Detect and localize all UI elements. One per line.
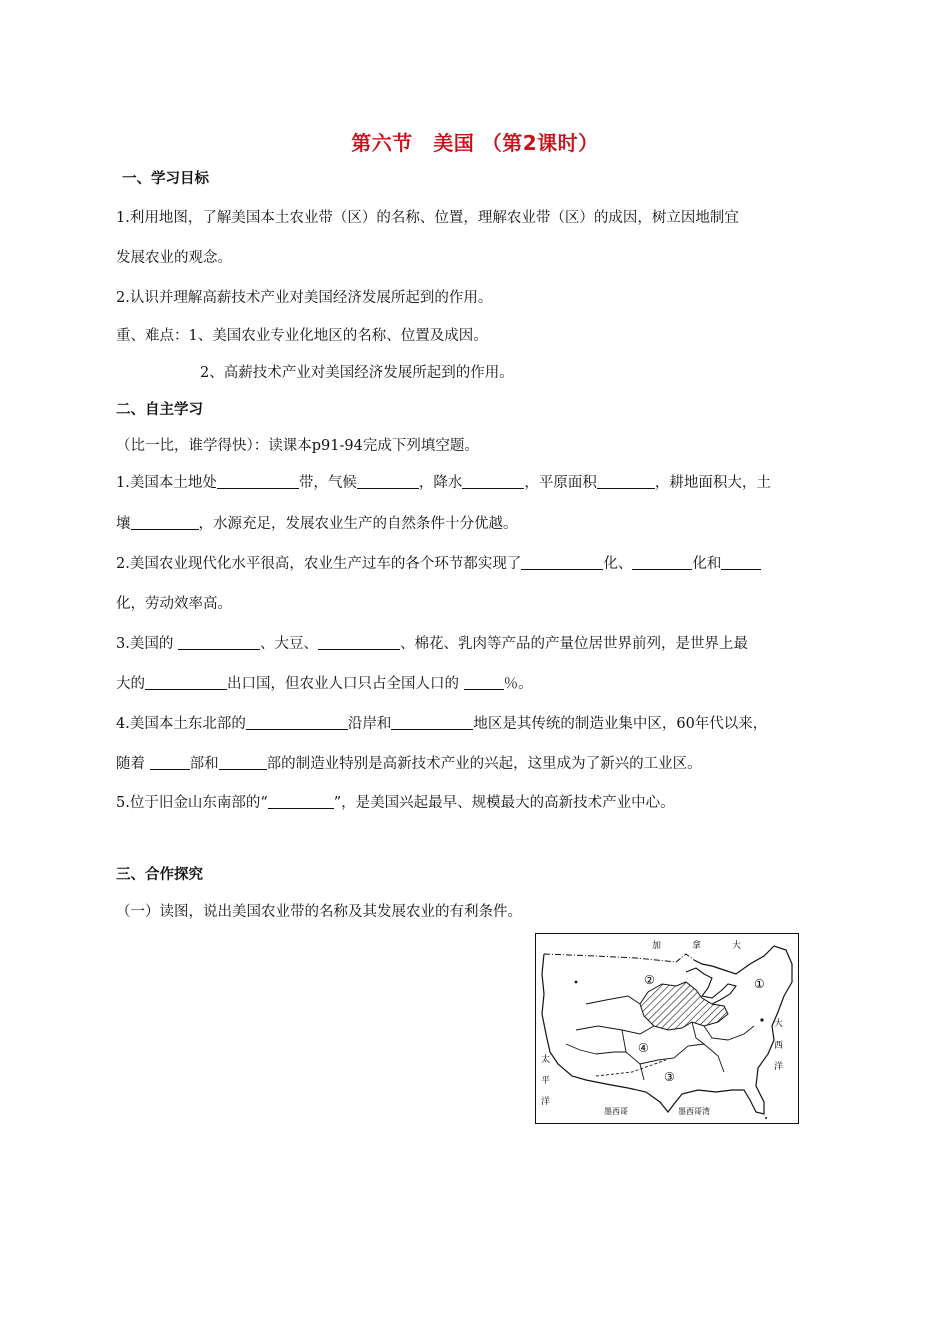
goal-1-line-2: 发展农业的观念。 [116, 250, 232, 266]
blank[interactable] [318, 635, 400, 650]
map-label-pacific-2: 平 [541, 1076, 551, 1086]
blank[interactable] [357, 474, 419, 489]
map-label-gulf: 墨西哥湾 [678, 1107, 710, 1116]
blank[interactable] [597, 474, 655, 489]
dashed-boundary [596, 1060, 666, 1076]
section-heading-cooperation: 三、合作探究 [116, 867, 203, 883]
question-5: 5.位于旧金山东南部的“ ”，是美国兴起最早、规模最大的高新技术产业中心。 [116, 795, 675, 811]
blank[interactable] [217, 474, 299, 489]
blank[interactable] [464, 675, 504, 690]
question-4-line-2: 随着 部和 部的制造业特别是高新技术产业的兴起，这里成为了新兴的工业区。 [116, 756, 702, 772]
corn-belt-region [640, 982, 728, 1030]
cooperation-question-1: （一）读图，说出美国农业带的名称及其发展农业的有利条件。 [116, 904, 522, 920]
self-study-intro: （比一比，谁学得快）：读课本p91-94完成下列填空题。 [116, 438, 479, 454]
page-title: 第六节 美国 （第2课时） [351, 131, 599, 155]
goal-2: 2.认识并理解高薪技术产业对美国经济发展所起到的作用。 [116, 290, 493, 306]
map-label-atlantic-3: 洋 [774, 1062, 784, 1072]
us-agriculture-map [535, 933, 799, 1124]
blank[interactable] [131, 515, 199, 530]
map-label-atlantic-2: 西 [774, 1041, 784, 1051]
blank[interactable] [632, 555, 692, 570]
blank[interactable] [391, 715, 473, 730]
canada-border [544, 954, 694, 962]
question-2-line-1: 2.美国农业现代化水平很高，农业生产过车的各个环节都实现了 化、 化和 [116, 552, 761, 573]
goal-1-line-1: 1.利用地图，了解美国本土农业带（区）的名称、位置，理解农业带（区）的成因，树立因地制宜 [116, 210, 739, 226]
map-label-canada-2: 拿 [692, 941, 702, 951]
blank[interactable] [219, 755, 267, 770]
map-label-pacific-1: 太 [541, 1055, 551, 1065]
question-3-line-2: 大的 出口国，但农业人口只占全国人口的 ％。 [116, 676, 533, 692]
map-label-canada-3: 大 [732, 941, 742, 951]
map-label-canada-1: 加 [652, 941, 662, 951]
blank[interactable] [521, 555, 603, 570]
question-3-line-1: 3.美国的 、大豆、 、棉花、乳肉等产品的产量位居世界前列，是世界上最 [116, 636, 748, 652]
map-label-atlantic-1: 大 [774, 1019, 784, 1029]
key-point-1: 重、难点：1、美国农业专业化地区的名称、位置及成因。 [116, 328, 488, 344]
map-label-mexico: 墨西哥 [604, 1107, 628, 1116]
section-heading-self-study: 二、自主学习 [116, 402, 203, 418]
blank[interactable] [150, 755, 190, 770]
question-1-line-2: 壤 ，水源充足，发展农业生产的自然条件十分优越。 [116, 516, 518, 532]
question-4-line-1: 4.美国本土东北部的 沿岸和 地区是其传统的制造业集中区，60年代以来， [116, 716, 768, 732]
map-label-pacific-3: 洋 [541, 1097, 551, 1107]
map-label-region-1: ① [754, 977, 765, 991]
map-label-region-4: ④ [638, 1041, 649, 1055]
question-1-line-1: 1.美国本土地处 带，气候 ，降水 ，平原面积 ，耕地面积大，土 [116, 475, 771, 491]
blank[interactable] [721, 555, 761, 570]
blank[interactable] [145, 675, 227, 690]
key-point-2: 2、高薪技术产业对美国经济发展所起到的作用。 [200, 365, 514, 381]
question-2-line-2: 化，劳动效率高。 [116, 596, 232, 612]
section-heading-goals: 一、学习目标 [122, 171, 209, 187]
blank[interactable] [268, 794, 334, 809]
blank[interactable] [246, 715, 348, 730]
map-label-region-3: ③ [664, 1070, 675, 1084]
blank[interactable] [178, 635, 260, 650]
map-label-region-2: ② [644, 973, 655, 987]
blank[interactable] [462, 474, 524, 489]
